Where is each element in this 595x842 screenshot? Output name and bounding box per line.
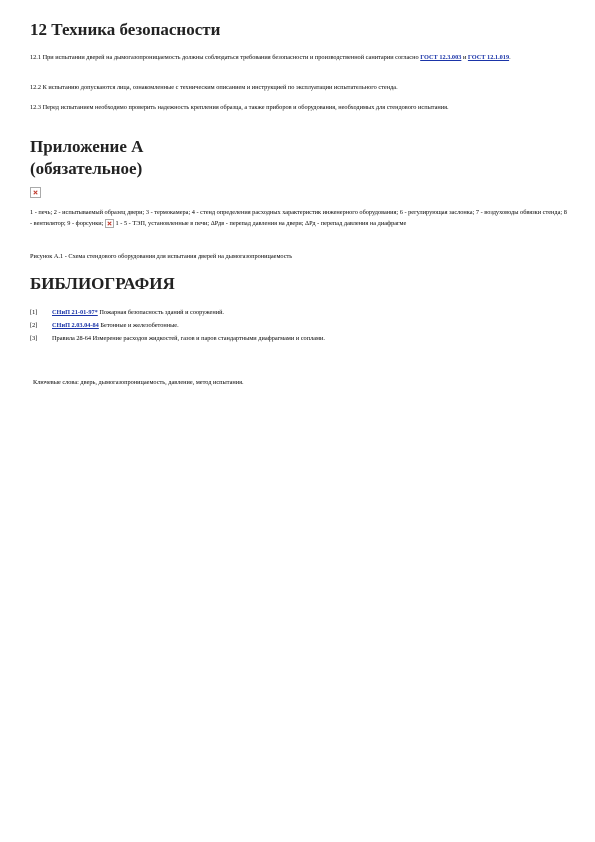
appendix-subtitle: (обязательное) — [30, 159, 143, 178]
paragraph-text: 12.1 При испытании дверей на дымогазопроницаемость должны соблюдаться требования безопасности и производственной санитарии согласно — [30, 54, 421, 61]
paragraph-12-3: 12.3 Перед испытанием необходимо проверить надежность крепления образца, а также приборов и оборудования, необходимых для стендового испытания. — [30, 104, 449, 111]
reference-text: Бетонные и железобетонные. — [98, 322, 179, 329]
link-gost-12-1-019[interactable]: ГОСТ 12.1.019 — [467, 54, 510, 61]
section-heading-safety: 12 Техника безопасности — [30, 20, 221, 39]
reference-number: [1] — [30, 309, 38, 316]
link-snip-21-01-97[interactable]: СНиП 21-01-97* — [52, 309, 98, 316]
link-gost-12-3-003[interactable]: ГОСТ 12.3.003 — [420, 54, 462, 61]
appendix-title: Приложение А — [30, 137, 144, 156]
broken-image-icon — [30, 187, 41, 198]
legend-text: 1 - 5 - ТЭП, установленные в печи; ΔРдв - перепад давления на двери; ΔРд - перепад давления на диафрагме — [113, 220, 407, 227]
reference-text: Пожарная безопасность зданий и сооружений. — [97, 309, 225, 316]
reference-text: Правила 28-64 Измерение расходов жидкостей, газов и паров стандартными диафрагмами и соплами. — [52, 335, 325, 342]
keywords: Ключевые слова: дверь, дымогазопроницаемость, давление, метод испытания. — [33, 379, 244, 386]
paragraph-12-1 — [30, 52, 570, 63]
bibliography-item — [30, 334, 570, 344]
bibliography-item — [30, 321, 570, 331]
appendix-heading — [30, 136, 143, 180]
reference-number: [2] — [30, 322, 38, 329]
figure-legend — [30, 207, 570, 229]
figure-caption: Рисунок А.1 - Схема стендового оборудования для испытания дверей на дымогазопроницаемость — [30, 253, 293, 260]
link-snip-2-03-04-84[interactable]: СНиП 2.03.04-84 — [52, 322, 99, 329]
paragraph-text: и — [461, 54, 468, 61]
legend-text: 1 - печь; 2 - испытываемый образец двери; 3 - термокамера; 4 - стенд определения расходных характеристик инженерного оборудования; 6 - регулирующая заслонка; 7 - воздуховоды обвязки стенда; 8 - вентилятор; 9 - форсунки; — [30, 209, 567, 227]
paragraph-12-2: 12.2 К испытанию допускаются лица, ознакомленные с техническим описанием и инструкцией по эксплуатации испытательного стенда. — [30, 84, 398, 91]
bibliography-heading: БИБЛИОГРАФИЯ — [30, 274, 175, 293]
paragraph-text: . — [509, 54, 511, 61]
reference-number: [3] — [30, 335, 38, 342]
broken-image-icon — [105, 219, 114, 228]
bibliography-item — [30, 308, 570, 318]
